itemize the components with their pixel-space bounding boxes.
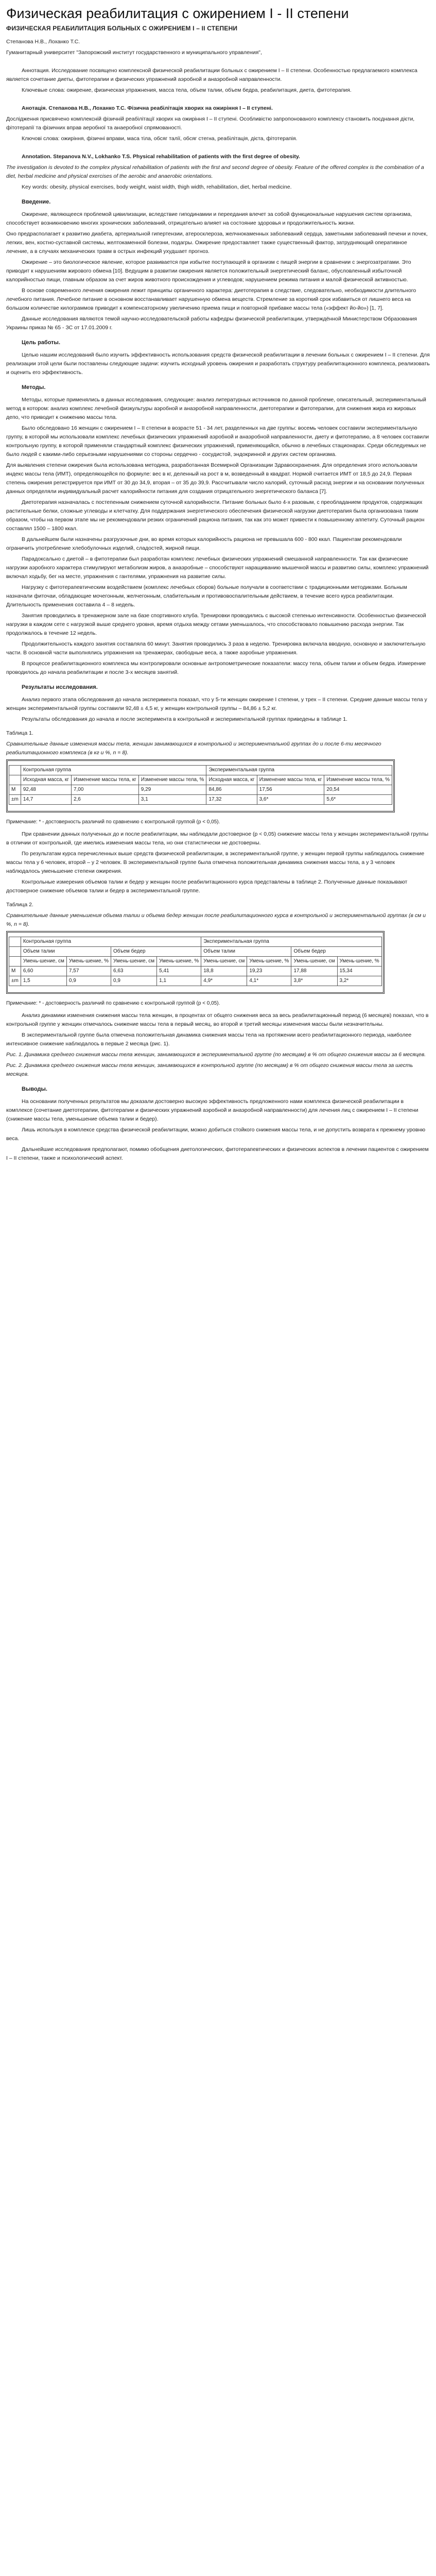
table2-title: Сравнительные данные уменьшения объема талии и объема бедер женщин после реабилитационного курса в контрольной и экспериментальной группах (в см и %, n = 8).: [6, 912, 426, 927]
table-row-label: ±m: [9, 795, 21, 805]
table-cell: 4,1*: [247, 976, 291, 986]
outlook-text: Дальнейшие исследования предполагают, помимо обобщения диетологических, фитотерапевтических и физических аспектов в лечении пациентов с ожирением I – II степени, также и психологический аспект.: [6, 1146, 429, 1161]
table-cell: 3,2*: [337, 976, 381, 986]
figure1-caption: Рис. 1. Динамика среднего снижения массы тела женщин, занимающихся в экспериментальной группе (по месяцам) в % от общего снижения массы за 6 месяцев.: [6, 1052, 426, 1058]
table-sub-header: Объем талии: [21, 947, 111, 957]
table-cell: 0,9: [111, 976, 157, 986]
table-col-header: Изменение массы тела, кг: [257, 775, 324, 785]
table-cell: 2,6: [71, 795, 138, 805]
paragraph: Данные исследования являются темой научно-исследовательской работы кафедры физической реабилитации, утверждённой Министерством Образования Украины приказ № 65 - ЗС от 17.01.2009 г.: [6, 316, 417, 331]
table-group-header: Контрольная группа: [21, 766, 206, 775]
paragraph: Оно предрасполагает к развитию диабета, артериальной гипертензии, атеросклероза, желчнокаменных заболеваний сердца, заметными заболеваний печени и почек, легких, вен, костно-суставной системы, желтокаменной болезни, подагры. Ожирение предоставляет также существенный фактор, затрудняющий оперативное лечение, а в случаях механических травм в острых инфекций ухудшает прогноз.: [6, 231, 428, 255]
table-cell: 18,8: [201, 967, 247, 976]
table-cell: 17,88: [291, 967, 337, 976]
table-group-header: Контрольная группа: [21, 937, 201, 947]
table-cell: 84,86: [206, 785, 257, 795]
table-col-header: Умень-шение, см: [291, 957, 337, 967]
paragraph: На основании полученных результатов мы доказали достоверно высокую эффективность предложенного нами комплекса физической реабилитации в комплексе (сочетание диетотерапии, фитотерапии и физических упражнений аэробной и анаэробной направленности) для лечения лиц с ожирением I – II степени (снижение массы тела, уменьшение объема талии и бедер).: [6, 1098, 418, 1122]
keywords-ru: Ключевые слова: ожирение, физическая упражнения, масса тела, объем талии, объем бедра, реабилитация, диета, фитотерапия.: [22, 87, 352, 93]
table-cell: [9, 947, 21, 957]
table2: [9, 937, 382, 986]
affiliation: Гуманитарный университет "Запорожский институт государственного и муниципального управления",: [6, 49, 262, 56]
table-cell: 19,23: [247, 967, 291, 976]
annotation-ua-head: Анотація. Степанова Н.В., Лоханко Т.С. Фізична реабілітація хворих на ожиріння I – II ступені.: [22, 105, 273, 111]
paragraph: Методы, которые применялись в данных исследования, следующие: анализ литературных источников по данной проблеме, описательный, экспериментальный метод в котором: анализ комплекс лечебной физкультуры аэробной и анаэробной направленности, диетотерапии и фитотерапии, для снижения жира из жировых депо, что приводит к снижению массы тела.: [6, 397, 426, 420]
table1-frame: [6, 759, 395, 812]
table-group-header: Экспериментальная группа: [206, 766, 392, 775]
table-row-label: M: [9, 967, 21, 976]
paragraph: Диетотерапия назначалась с постепенным снижением суточной калорийности. Питание больных было 4-х разовым, с преобладанием продуктов, содержащих растительные белки, сложные углеводы и клетчатку. Для поддержания энергетического обеспечения физической нагрузки диетотерапия была организована таким образом, чтобы на первом этапе мы не рекомендовали резких ограничений рациона питания, так как это может привести к повышенному аппетиту. Суточный рацион составлял 1500 – 1800 ккал.: [6, 499, 425, 532]
table-group-header: Экспериментальная группа: [201, 937, 381, 947]
table2-caption: Таблица 2.: [6, 902, 33, 908]
section-conclusions-heading: Выводы.: [22, 1086, 47, 1092]
paragraph: В основе современного лечения ожирения лежит принципы органичного характера: диетотерапия в следствие, следовательно, необходимости длительного лечебного питания. Лечебное питание в основном восстанавливает нарушенную обмена веществ. Стремление за короткий срок избавиться от лишнего веса на большом количестве килограммов приводит к компенсаторному увеличению приема пищи и повторной прибавке массы тела («эффект йо-йо») [1, 7].: [6, 287, 416, 311]
table-sub-header: Объем бедер: [111, 947, 201, 957]
table-cell: 4,9*: [201, 976, 247, 986]
annotation-ua: Дослідження присвячено комплексній фізичній реабілітації хворих на ожиріння I – II ступені. Особливістю запропонованого комплексу становить поєднання дієти, фітотерапії та фізичних вправ аеробної та анаеробної спрямованості.: [6, 116, 415, 131]
keywords-en: Key words: obesity, physical exercises, body weight, waist width, thigh width, rehabilitation, diet, herbal medicine.: [22, 184, 292, 190]
table-cell: 92,48: [21, 785, 71, 795]
table-col-header: Изменение массы тела, %: [324, 775, 392, 785]
article-subtitle: ФИЗИЧЕСКАЯ РЕАБИЛИТАЦИЯ БОЛЬНЫХ С ОЖИРЕНИЕМ I – II СТЕПЕНИ: [6, 25, 238, 32]
purpose-text: Целью нашим исследований было изучить эффективность использования средств физической реабилитации в лечении больных с ожирением I – II степени. Для реализации этой цели были поставлены следующие задачи: изучить исходный уровень ожирения и разработать структуру реабилитационного комплекса, реализовать и оценить его эффективность.: [6, 352, 430, 376]
annotation-en-head: Annotation. Stepanova N.V., Lokhanko T.S. Physical rehabilitation of patients with the first degree of obesity.: [22, 154, 300, 160]
table-cell: 6,60: [21, 967, 66, 976]
table-col-header: Умень-шение, %: [337, 957, 381, 967]
annotation-ru: Аннотация. Исследование посвящено комплексной физической реабилитации больных с ожирением I – II степени. Особенностью предлагаемого комплекса является сочетание диеты, фитотерапии и физических упражнений аэробной и анаэробной направленности.: [6, 67, 417, 82]
figure2-caption: Рис. 2. Динамика среднего снижения массы тела женщин, занимающихся в контрольной группе (по месяцам) в % от общего снижения массы тела за шесть месяцев.: [6, 1062, 413, 1077]
table-col-header: Умень-шение, см: [21, 957, 66, 967]
annotation-en: The investigation is devoted to the complex physical rehabilitation of patients with the first and second degree of obesity. Feature of the offered complex is the combination of a diet, herbal medicine and physical exercises of the aerobic and anaerobic orientations.: [6, 164, 424, 179]
table-cell: 17,32: [206, 795, 257, 805]
paragraph: Анализ динамики изменения снижения массы тела женщин, в процентах от общего снижения веса за весь реабилитационный период (6 месяцев) показал, что в контрольной группе у женщин отмечалось снижение массы тела в первый месяц, во второй и третий месяцы изменения массы были незначительны.: [6, 1012, 429, 1027]
table-col-header: Умень-шение, см: [201, 957, 247, 967]
paragraph: В дальнейшем были назначены разгрузочные дни, во время которых калорийность рациона не превышала 600 - 800 ккал. Пациентам рекомендовали ограничить употребление хлебобулочных изделий, сладостей, жирной пищи.: [6, 536, 402, 551]
table-row: [9, 967, 382, 976]
paragraph: Лишь используя в комплексе средства физической реабилитации, можно добиться стойкого снижения массы тела, и не допустить возврата к прежнему уровню веса.: [6, 1127, 426, 1142]
table-row: [9, 775, 392, 785]
table-row-label: M: [9, 785, 21, 795]
table-row: [9, 957, 382, 967]
table-row: [9, 947, 382, 957]
table-sub-header: Объем талии: [201, 947, 291, 957]
table-row: [9, 795, 392, 805]
table-cell: 7,57: [66, 967, 111, 976]
table-row-label: ±m: [9, 976, 21, 986]
page-title: Физическая реабилитация с ожирением I - II степени: [6, 6, 349, 21]
table-col-header: Изменение массы тела, кг: [71, 775, 138, 785]
phyto-body: [6, 555, 430, 677]
table-cell: 6,63: [111, 967, 157, 976]
table-cell: 0,9: [66, 976, 111, 986]
table-row: [9, 937, 382, 947]
table-col-header: Умень-шение, %: [247, 957, 291, 967]
table-cell: [9, 937, 21, 947]
table-col-header: Умень-шение, %: [66, 957, 111, 967]
paragraph: Результаты обследования до начала и после эксперимента в контрольной и экспериментальной группах приведены в таблице 1.: [22, 716, 347, 722]
authors: Степанова Н.В., Лоханко Т.С.: [6, 39, 80, 45]
table2-note: Примечание: * - достоверность различий по сравнению с контрольной группой (р < 0,05).: [6, 1001, 220, 1006]
table-cell: 20,54: [324, 785, 392, 795]
table1-title: Сравнительные данные изменения массы тела, женщин занимающихся в контрольной и экспериментальной группах до и после 6-ти месячного реабилитационного комплекса (в кг и %, n = 8).: [6, 741, 381, 756]
paragraph: Ожирение, являющееся проблемой цивилизации, вследствие гиподинамии и переедания влечет за собой функциональные нарушения систем организма, способствует возникновению многих хронических заболеваний, отрицательно влияет на состояние здоровья и продолжительность жизни.: [6, 211, 412, 226]
paragraph: Анализ первого этапа обследования до начала эксперимента показал, что у 5-ти женщин ожирение I степени, у трех – II степени. Средние данные массы тела у женщин экспериментальной группы составили 92,48 ± 4,5 кг, у женщин контрольной группы – 84,86 ± 5,2 кг.: [6, 697, 427, 711]
table2-frame: [6, 931, 385, 994]
section-purpose-heading: Цель работы.: [22, 340, 61, 346]
table-cell: [9, 766, 21, 775]
table-cell: 1,1: [157, 976, 201, 986]
table-col-header: Умень-шение, %: [157, 957, 201, 967]
paragraph: Для выявления степени ожирения была использована методика, разработанная Всемирной Организации Здравоохранения. Для определения этого использовали индекс массы тела (ИМТ), определяющейся по формуле: вес в кг, деленный на рост в м, возведенный в квадрат. Нормой считается ИМТ от 18,5 до 24,9. Первая степень ожирения регистрируется при ИМТ от 30 до 34,9, вторая – от 35 до 39,9. Рассчитывали число калорий, суточный расход энергии и на основании полученных данных определяли индивидуальный расчет калорийности питания для создания отрицательного энергетического баланса [7].: [6, 462, 425, 495]
article: [0, 0, 436, 1163]
table1-caption: Таблица 1.: [6, 730, 33, 736]
paragraph: Парадоксально с диетой – в фитотерапии был разработан комплекс лечебных физических упражнений смешанной направленности. Так как физические нагрузки аэробного характера стимулируют метаболизм жиров, а анаэробные – способствуют наращиванию мышечной массы и развитию силы, комплекс упражнений включал ходьбу, бег на месте, упражнения с гантелями, упражнения на развитие силы.: [6, 556, 429, 580]
table-cell: 1,5: [21, 976, 66, 986]
methods-body: [6, 396, 430, 553]
section-methods-heading: Методы.: [22, 384, 46, 391]
table-cell: 9,29: [138, 785, 206, 795]
table-cell: 14,7: [21, 795, 71, 805]
table-cell: 3,8*: [291, 976, 337, 986]
paragraph: Занятия проводились в тренажерном зале на базе спортивного клуба. Тренировки проводились с высокой степенью интенсивности. Особенностью физической нагрузки в каждом сете с нагрузкой выше среднего уровня, время отдыха между сетами уменьшалось, что способствовало повышению расхода энергии. Так продолжалось в течение 12 недель.: [6, 613, 426, 636]
table-cell: [9, 775, 21, 785]
paragraph: В экспериментальной группе была отмечена положительная динамика снижения массы тела на протяжении всего реабилитационного периода, наиболее интенсивное снижение наблюдалось в первые 2 месяца (рис. 1).: [6, 1032, 412, 1047]
table-cell: 3,1: [138, 795, 206, 805]
paragraph: При сравнении данных полученных до и после реабилитации, мы наблюдали достоверное (р < 0,05) снижение массы тела у женщин экспериментальной группы в отличии от контрольной, где имелись изменения массы тела, но они статистически не достоверны.: [6, 831, 429, 846]
paragraph: Было обследовано 16 женщин с ожирением I – II степени в возрасте 51 - 34 лет, разделенных на две группы: восемь человек составили экспериментальную группу, в которой мы использовали комплекс лечебных физических упражнений аэробной и анаэробной направленности, диету и фитотерапию, а 8 человек составили контрольную группу, в которой применяли стандартный комплекс физических упражнений, применяющийся, обычно в лечебных стационарах. Среди обследуемых не было людей с какими-либо серьезными нарушениями со стороны сердечно - сосудистой, эндокринной и других систем организма.: [6, 425, 429, 457]
table-cell: 7,00: [71, 785, 138, 795]
paragraph: Ожирение – это биологическое явление, которое развивается при избытке поступающей в организм с пищей энергии в сравнении с энергозатратами. Это приводит к нарушениям жирового обмена [10]. Ведущим в развитии ожирения является положительный энергетический баланс, обусловленный избыточной калорийностью пищи, главным образом за счет жиров животного происхождения и углеводов; нарушением режима питания и малой физической активностью.: [6, 259, 411, 283]
paragraph: Контрольные измерения объемов талии и бедер у женщин после реабилитационного курса представлены в таблице 2. Полученные данные показывают достоверное снижение объемов талии и бедер в экспериментальной группе.: [6, 879, 408, 894]
table-col-header: Умень-шение, см: [111, 957, 157, 967]
paragraph: Продолжительность каждого занятия составляла 60 минут. Занятия проводились 3 раза в неделю. Тренировка включала вводную, основную и заключительную части. В основной части выполнялись упражнения на тренажерах, свободные веса, а также аэробные упражнения.: [6, 641, 426, 656]
table1: [9, 765, 392, 805]
table-sub-header: Объем бедер: [291, 947, 381, 957]
section-results-heading: Результаты исследования.: [22, 684, 98, 690]
section-intro-heading: Введение.: [22, 199, 51, 205]
table1-note: Примечание: * - достоверность различий по сравнению с контрольной группой (р < 0,05).: [6, 819, 220, 825]
paragraph: Нагрузку с фитотерапевтическим воздействием (комплекс лечебных сборов) больные получали в соответствии с традиционными методиками. Больным назначали фиточаи, обладающие мочегонным, желчегонным, слабительным и противовоспалительным действием, в течение всего курса реабилитации. Длительность применения составила 4 – 8 недель.: [6, 584, 407, 608]
paragraph: В процессе реабилитационного комплекса мы контролировали основные антропометрические показатели: массу тела, объем талии и объем бедра. Измерение проводилось до начала реабилитации и после 3-х месяцев занятий.: [6, 660, 426, 675]
table-cell: 5,41: [157, 967, 201, 976]
table-cell: 17,56: [257, 785, 324, 795]
table-col-header: Исходная масса, кг: [21, 775, 71, 785]
keywords-ua: Ключові слова: ожиріння, фізичні вправи, маса тіла, обсяг талії, обсяг стегна, реабілітація, дієта, фітотерапія.: [22, 135, 298, 142]
table-row: [9, 785, 392, 795]
table-col-header: Изменение массы тела, %: [138, 775, 206, 785]
table-cell: [9, 957, 21, 967]
table-cell: 3,6*: [257, 795, 324, 805]
table-row: [9, 976, 382, 986]
table-cell: 5,6*: [324, 795, 392, 805]
table-col-header: Исходная масса, кг: [206, 775, 257, 785]
table-cell: 15,34: [337, 967, 381, 976]
paragraph: По результатам курса перечисленных выше средств физической реабилитации, в экспериментальной группе, у женщин первой группы наблюдалось снижение массы тела у 6 человек, второй – у 2 человек. В экспериментальной группе была отмечена положительная динамика снижения массы тела, а у 3 человек наблюдалось уменьшение степени ожирения.: [6, 851, 425, 874]
intro-body: [6, 210, 430, 332]
table-row: [9, 766, 392, 775]
